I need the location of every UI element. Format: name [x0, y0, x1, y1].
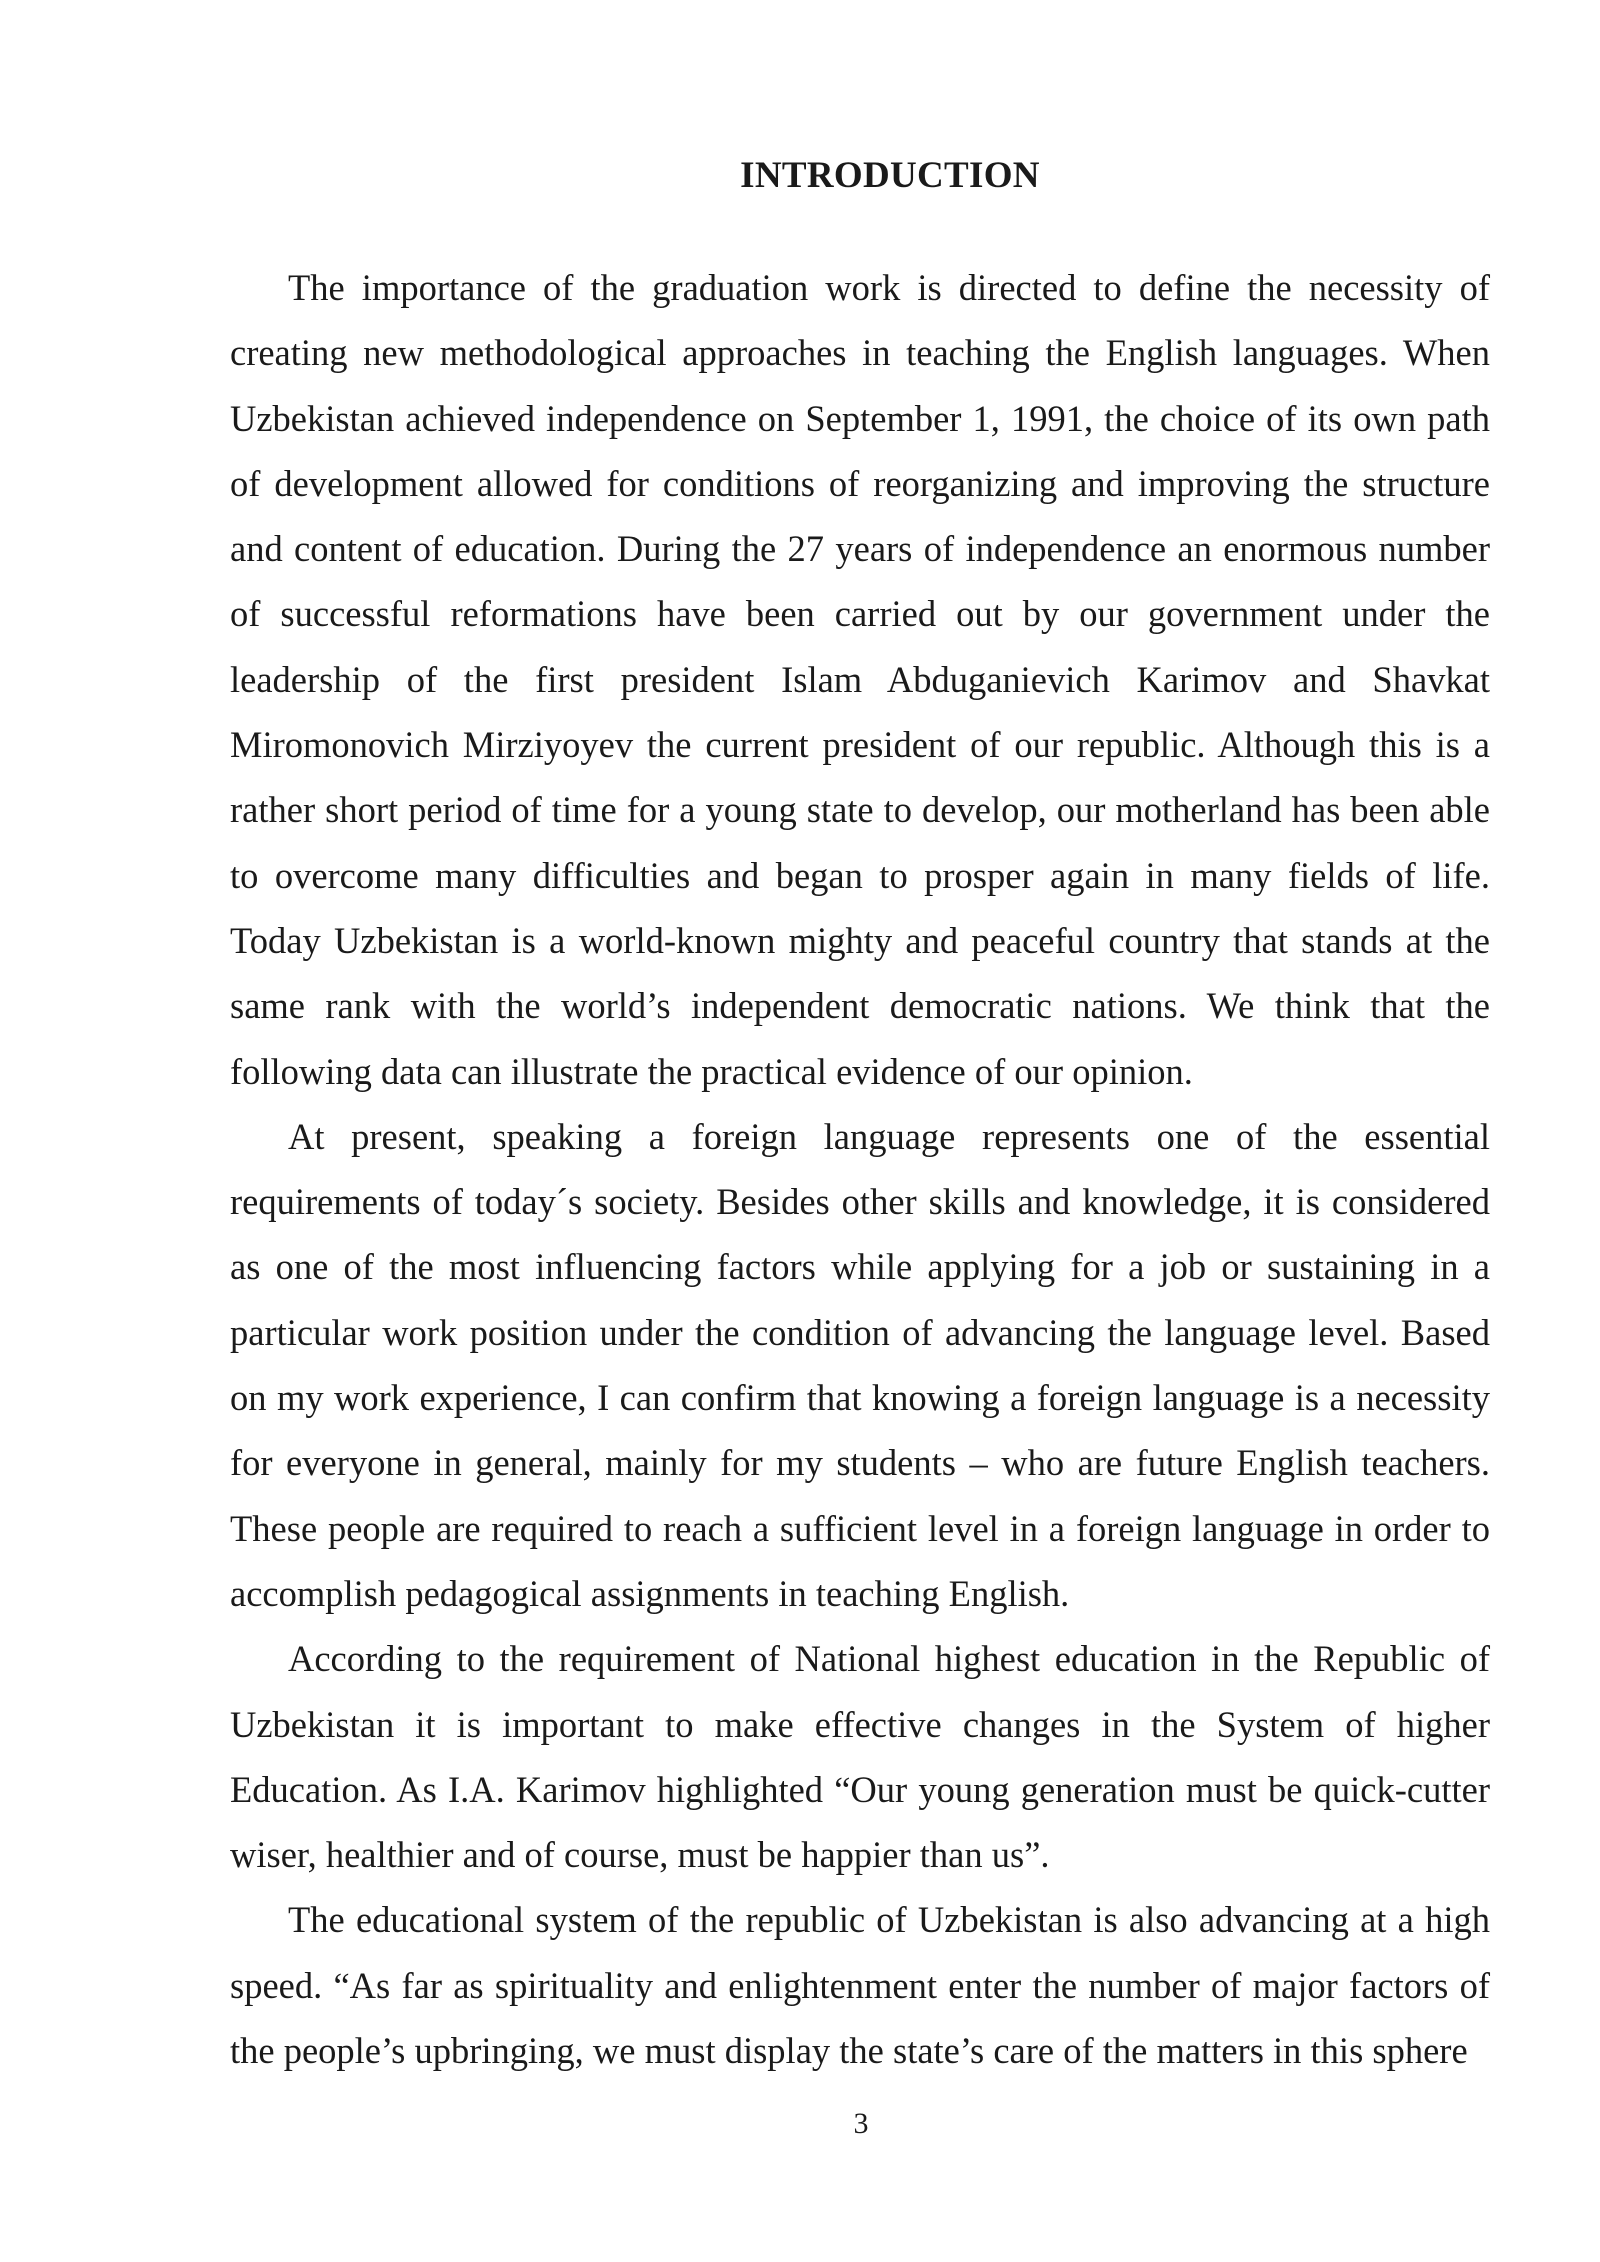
paragraph-4: The educational system of the republic of Uzbekistan is also advancing at a high speed. “As far as spirituality and enlightenment enter the number of major factors of the people’s upbringing, we must display the state’s care of the matters in this sphere [230, 1899, 1490, 2072]
paragraph-2: At present, speaking a foreign language represents one of the essential requirements of today´s society. Besides other skills and knowledge, it is considered as one of the most influencing factors while applying for a job or sustaining in a particular work position under the condition of advancing the language level. Based on my work experience, I can confirm that knowing a foreign language is a necessity for everyone in general, mainly for my students – who are future English teachers. These people are required to reach a sufficient level in a foreign language in order to accomplish pedagogical assignments in teaching English. [230, 1115, 1490, 1614]
body-text [230, 255, 1490, 2083]
page-number: 3 [853, 2107, 869, 2140]
paragraph-3: According to the requirement of National highest education in the Republic of Uzbekistan it is important to make effective changes in the System of higher Education. As I.A. Karimov highlighted “Our young generation must be quick-cutter wiser, healthier and of course, must be happier than us”. [230, 1638, 1490, 1876]
paragraph-1: The importance of the graduation work is directed to define the necessity of creating new methodological approaches in teaching the English languages. When Uzbekistan achieved independence on September 1, 1991, the choice of its own path of development allowed for conditions of reorganizing and improving the structure and content of education. During the 27 years of independence an enormous number of successful reformations have been carried out by our government under the leadership of the first president Islam Abduganievich Karimov and Shavkat Miromonovich Mirziyoyev the current president of our republic. Although this is a rather short period of time for a young state to develop, our motherland has been able to overcome many difficulties and began to prosper again in many fields of life. Today Uzbekistan is a world-known mighty and peaceful country that stands at the same rank with the world’s independent democratic nations. We think that the following data can illustrate the practical evidence of our opinion. [230, 267, 1490, 1092]
page-title: INTRODUCTION [740, 155, 1040, 196]
